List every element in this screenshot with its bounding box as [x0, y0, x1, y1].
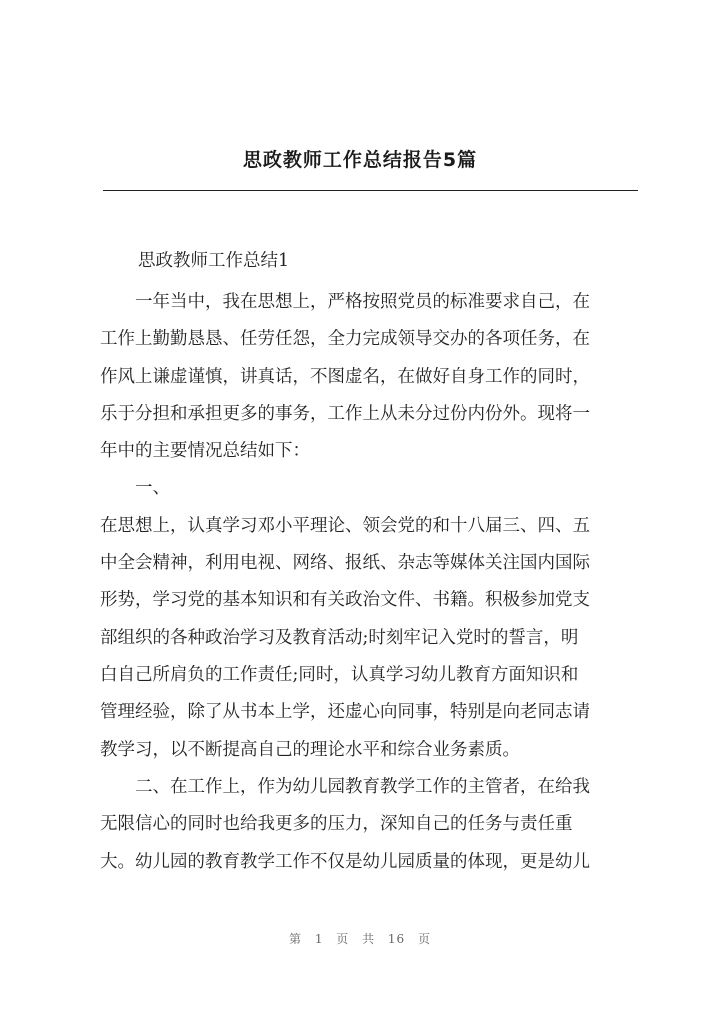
- document-title: 思政教师工作总结报告5篇: [242, 149, 478, 171]
- paragraph-line: 管理经验，除了从书本上学，还虚心向同事，特别是向老同志请: [100, 702, 590, 722]
- page-number-footer: 第 1 页 共 16 页: [289, 932, 431, 946]
- paragraph-line: 乐于分担和承担更多的事务，工作上从未分过份内份外。现将一: [100, 404, 590, 424]
- paragraph-line: 二、在工作上，作为幼儿园教育教学工作的主管者，在给我: [135, 777, 590, 797]
- title-divider: [103, 190, 638, 191]
- paragraph-line: 作风上谦虚谨慎，讲真话，不图虚名，在做好自身工作的同时，: [100, 367, 590, 387]
- paragraph-line: 形势，学习党的基本知识和有关政治文件、书籍。积极参加党支: [100, 590, 590, 610]
- paragraph-line: 部组织的各种政治学习及教育活动;时刻牢记入党时的誓言，明: [100, 628, 579, 648]
- paragraph-line: 无限信心的同时也给我更多的压力，深知自己的任务与责任重: [100, 814, 573, 834]
- paragraph-line: 工作上勤勤恳恳、任劳任怨，全力完成领导交办的各项任务，在: [100, 329, 590, 349]
- section-heading: 思政教师工作总结1: [138, 251, 290, 271]
- paragraph-line: 大。幼儿园的教育教学工作不仅是幼儿园质量的体现，更是幼儿: [100, 852, 590, 872]
- paragraph-line: 教学习，以不断提高自己的理论水平和综合业务素质。: [100, 740, 520, 760]
- paragraph-line: 一年当中，我在思想上，严格按照党员的标准要求自己，在: [135, 292, 590, 312]
- list-marker: 一、: [135, 478, 170, 498]
- paragraph-line: 白自己所肩负的工作责任;同时，认真学习幼儿教育方面知识和: [100, 665, 579, 685]
- paragraph-line: 中全会精神，利用电视、网络、报纸、杂志等媒体关注国内国际: [100, 553, 590, 573]
- paragraph-line: 年中的主要情况总结如下：: [100, 441, 310, 461]
- paragraph-line: 在思想上，认真学习邓小平理论、领会党的和十八届三、四、五: [100, 516, 590, 536]
